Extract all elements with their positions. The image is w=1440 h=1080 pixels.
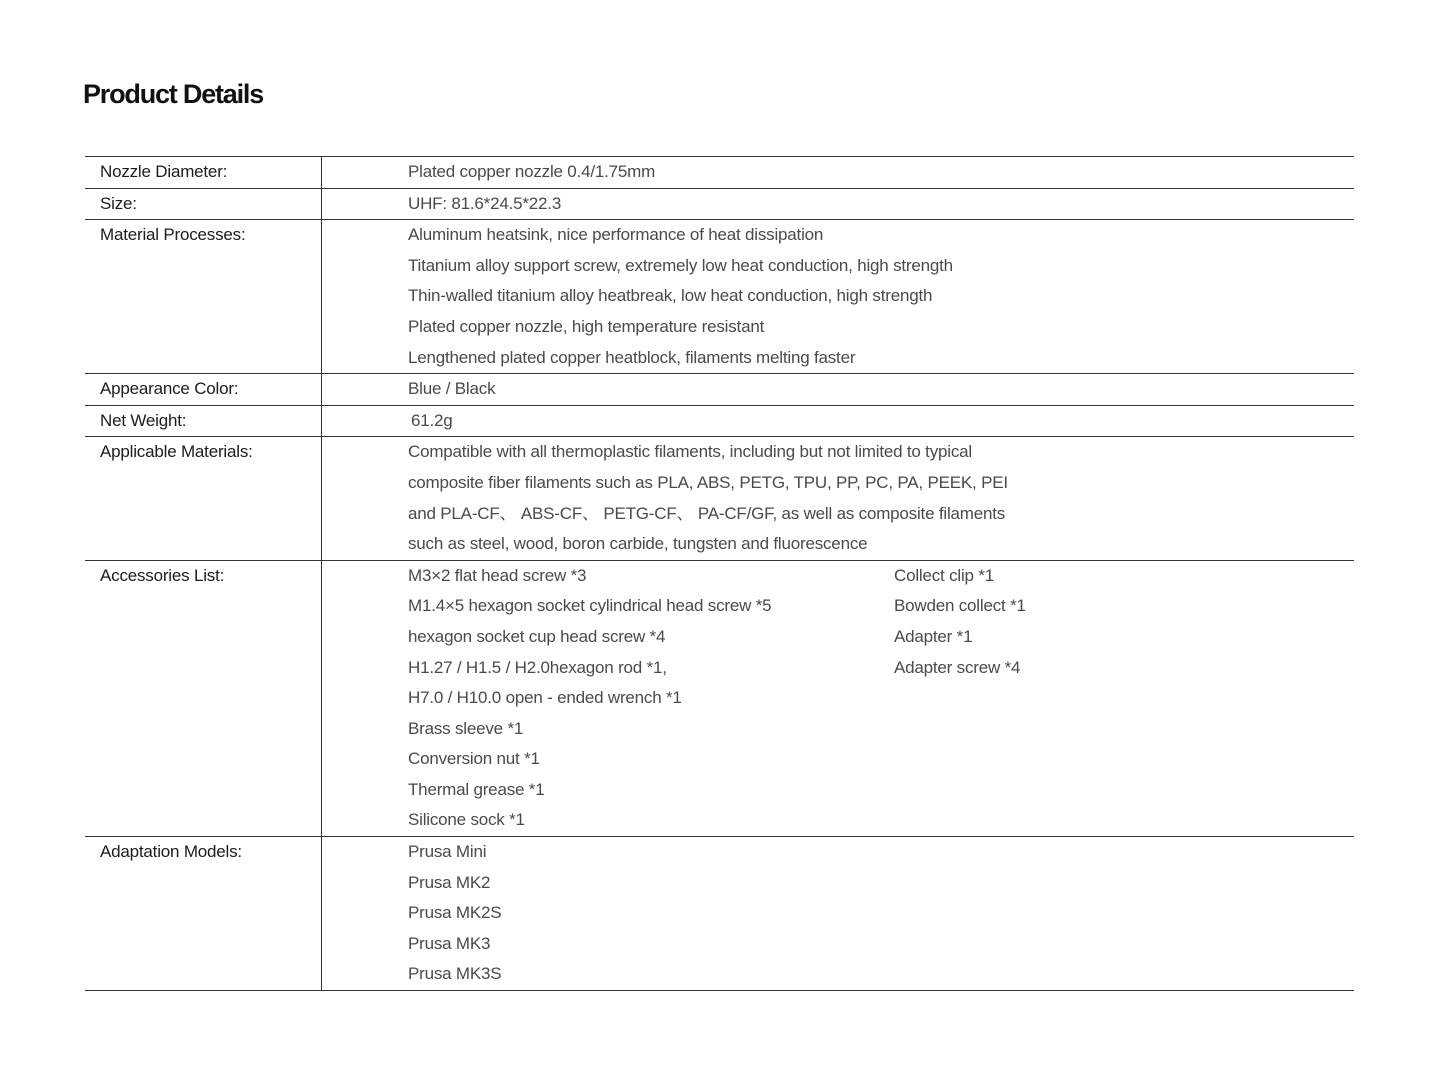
value-line: 61.2g bbox=[411, 410, 453, 430]
value-line: Lengthened plated copper heatblock, filaments melting faster bbox=[408, 347, 856, 367]
value-line: Blue / Black bbox=[408, 379, 496, 399]
spec-row-accessories-list bbox=[85, 561, 1354, 837]
spec-label: Material Processes: bbox=[85, 220, 322, 373]
list-item: Adapter *1 bbox=[894, 626, 973, 646]
spec-label: Accessories List: bbox=[85, 561, 322, 836]
spec-value bbox=[322, 374, 1354, 405]
value-line: such as steel, wood, boron carbide, tungsten and fluorescence bbox=[408, 534, 868, 554]
list-item: M3×2 flat head screw *3 bbox=[408, 565, 587, 585]
value-line: Thin-walled titanium alloy heatbreak, low heat conduction, high strength bbox=[408, 286, 933, 306]
value-line: Titanium alloy support screw, extremely low heat conduction, high strength bbox=[408, 255, 953, 275]
accessories-column-left bbox=[408, 561, 894, 836]
spec-value bbox=[322, 406, 1354, 437]
value-line: Compatible with all thermoplastic filaments, including but not limited to typical bbox=[408, 442, 972, 462]
spec-value bbox=[322, 437, 1354, 559]
spec-label: Nozzle Diameter: bbox=[85, 157, 322, 188]
spec-row-applicable-materials bbox=[85, 437, 1354, 560]
spec-row-adaptation-models bbox=[85, 837, 1354, 991]
spec-label: Applicable Materials: bbox=[85, 437, 322, 559]
list-item: H1.27 / H1.5 / H2.0hexagon rod *1, bbox=[408, 657, 667, 677]
spec-row-material-processes bbox=[85, 220, 1354, 374]
spec-value bbox=[322, 561, 1354, 836]
spec-label: Appearance Color: bbox=[85, 374, 322, 405]
spec-label: Net Weight: bbox=[85, 406, 322, 437]
list-item: Silicone sock *1 bbox=[408, 810, 525, 830]
list-item: Thermal grease *1 bbox=[408, 779, 545, 799]
spec-row-size bbox=[85, 189, 1354, 221]
list-item: Prusa MK2 bbox=[408, 872, 491, 892]
list-item: Prusa MK2S bbox=[408, 903, 502, 923]
list-item: Collect clip *1 bbox=[894, 565, 994, 585]
spec-label: Size: bbox=[85, 189, 322, 220]
value-line: UHF: 81.6*24.5*22.3 bbox=[408, 193, 562, 213]
value-line: composite fiber filaments such as PLA, ABS, PETG, TPU, PP, PC, PA, PEEK, PEI bbox=[408, 472, 1008, 492]
spec-row-net-weight bbox=[85, 406, 1354, 438]
spec-label: Adaptation Models: bbox=[85, 837, 322, 990]
spec-value bbox=[322, 220, 1354, 373]
list-item: M1.4×5 hexagon socket cylindrical head screw *5 bbox=[408, 596, 772, 616]
page-title: Product Details bbox=[83, 79, 264, 109]
value-line: Plated copper nozzle, high temperature resistant bbox=[408, 316, 765, 336]
spec-value bbox=[322, 189, 1354, 220]
list-item: Adapter screw *4 bbox=[894, 657, 1021, 677]
list-item: Brass sleeve *1 bbox=[408, 718, 524, 738]
accessories-columns bbox=[408, 561, 1354, 836]
spec-value bbox=[322, 837, 1354, 990]
value-line: and PLA-CF、 ABS-CF、 PETG-CF、 PA-CF/GF, as well as composite filaments bbox=[408, 503, 1006, 523]
list-item: hexagon socket cup head screw *4 bbox=[408, 626, 666, 646]
spec-row-nozzle-diameter bbox=[85, 157, 1354, 189]
list-item: Prusa MK3 bbox=[408, 933, 491, 953]
list-item: Conversion nut *1 bbox=[408, 749, 540, 769]
list-item: Prusa Mini bbox=[408, 842, 487, 862]
list-item: H7.0 / H10.0 open - ended wrench *1 bbox=[408, 688, 682, 708]
value-line: Plated copper nozzle 0.4/1.75mm bbox=[408, 162, 656, 181]
spec-value bbox=[322, 157, 1354, 188]
spec-table bbox=[85, 156, 1354, 991]
list-item: Prusa MK3S bbox=[408, 964, 502, 984]
value-line: Aluminum heatsink, nice performance of heat dissipation bbox=[408, 225, 824, 245]
list-item: Bowden collect *1 bbox=[894, 596, 1026, 616]
accessories-column-right bbox=[894, 561, 1354, 836]
spec-row-appearance-color bbox=[85, 374, 1354, 406]
